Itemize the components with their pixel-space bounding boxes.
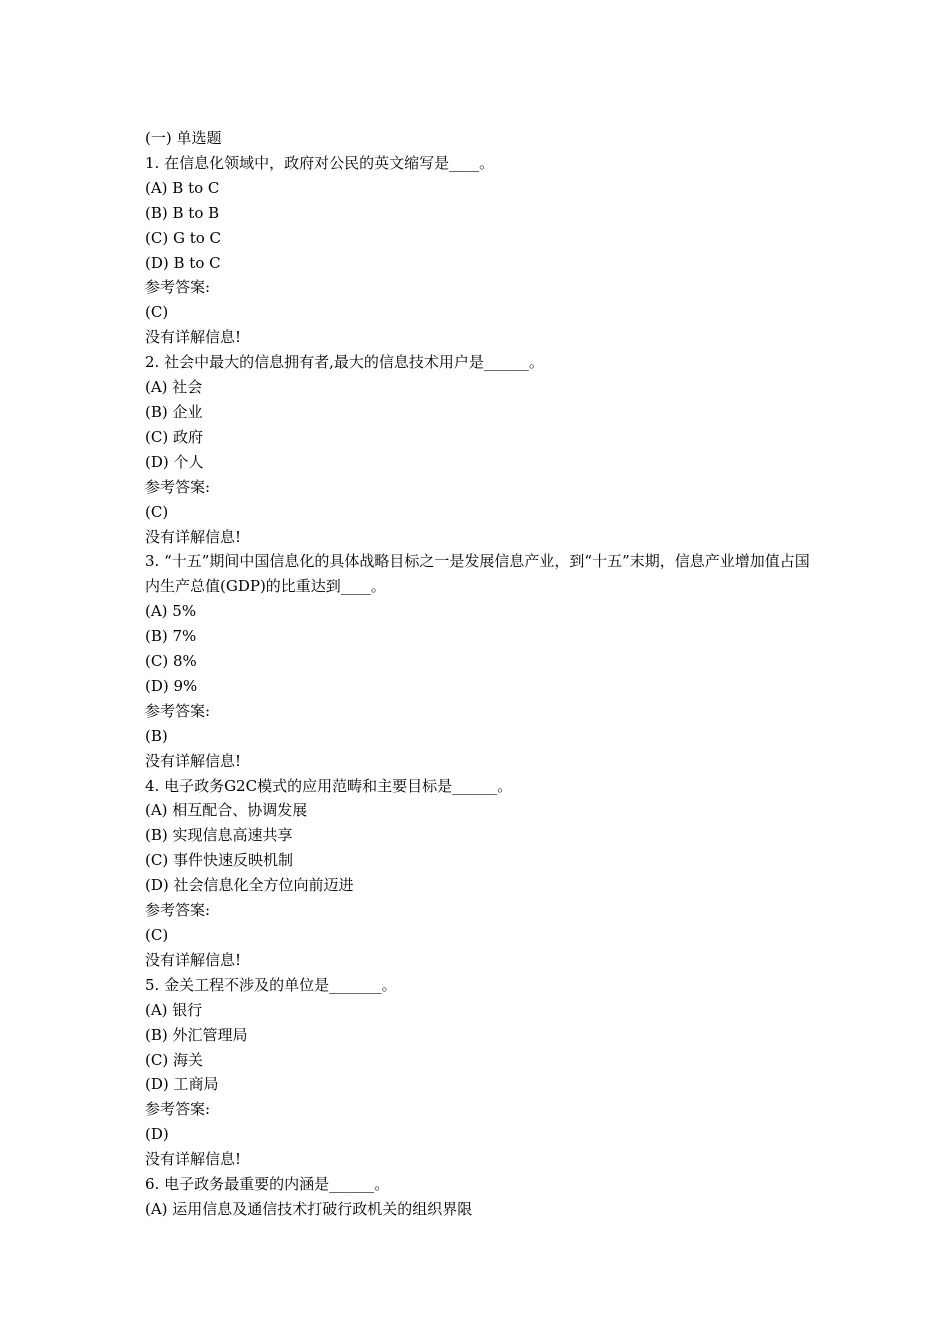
question-block — [145, 973, 810, 1172]
question-stem: 4. 电子政务G2C模式的应用范畴和主要目标是______。 — [145, 776, 513, 795]
question-stem: 5. 金关工程不涉及的单位是_______。 — [145, 975, 397, 994]
option-d: (D) 社会信息化全方位向前迈进 — [145, 876, 354, 895]
option-a: (A) 相互配合、协调发展 — [145, 801, 308, 820]
option-c: (C) 海关 — [145, 1050, 203, 1069]
no-explanation-note: 没有详解信息! — [145, 950, 242, 969]
option-b: (B) 7% — [145, 627, 197, 646]
question-block — [145, 151, 810, 350]
option-c: (C) G to C — [145, 228, 222, 247]
question-block — [145, 774, 810, 973]
question-stem: 6. 电子政务最重要的内涵是______。 — [145, 1175, 390, 1194]
option-a: (A) 5% — [145, 602, 197, 621]
answer-value: (D) — [145, 1125, 169, 1144]
no-explanation-note: 没有详解信息! — [145, 527, 242, 546]
question-stem: 2. 社会中最大的信息拥有者,最大的信息技术用户是______。 — [145, 353, 544, 372]
answer-value: (B) — [145, 726, 168, 745]
no-explanation-note: 没有详解信息! — [145, 328, 242, 347]
answer-value: (C) — [145, 303, 169, 322]
option-a: (A) 运用信息及通信技术打破行政机关的组织界限 — [145, 1199, 473, 1218]
option-c: (C) 8% — [145, 652, 197, 671]
option-a: (A) 银行 — [145, 1000, 203, 1019]
option-b: (B) 实现信息高速共享 — [145, 826, 293, 845]
answer-value: (C) — [145, 502, 169, 521]
option-a: (A) 社会 — [145, 378, 203, 397]
answer-label: 参考答案: — [145, 701, 211, 720]
no-explanation-note: 没有详解信息! — [145, 1150, 242, 1169]
option-c: (C) 政府 — [145, 427, 203, 446]
option-d: (D) 个人 — [145, 452, 204, 471]
answer-label: 参考答案: — [145, 477, 211, 496]
answer-label: 参考答案: — [145, 278, 211, 297]
option-b: (B) 企业 — [145, 402, 203, 421]
option-b: (B) 外汇管理局 — [145, 1025, 248, 1044]
option-c: (C) 事件快速反映机制 — [145, 851, 293, 870]
section-title: (一) 单选题 — [145, 129, 222, 147]
option-d: (D) B to C — [145, 253, 221, 272]
question-block — [145, 1172, 810, 1222]
option-a: (A) B to C — [145, 178, 220, 197]
no-explanation-note: 没有详解信息! — [145, 751, 242, 770]
answer-label: 参考答案: — [145, 1100, 211, 1119]
question-stem: 3. “十五”期间中国信息化的具体战略目标之一是发展信息产业，到“十五”末期，信息产业增加值占国内生产总值(GDP)的比重达到____。 — [145, 552, 810, 596]
answer-label: 参考答案: — [145, 901, 211, 920]
document-page — [145, 126, 810, 1222]
question-block — [145, 350, 810, 549]
option-d: (D) 9% — [145, 676, 198, 695]
question-block — [145, 549, 810, 773]
option-d: (D) 工商局 — [145, 1075, 219, 1094]
question-stem: 1. 在信息化领域中，政府对公民的英文缩写是____。 — [145, 153, 495, 172]
answer-value: (C) — [145, 926, 169, 944]
option-b: (B) B to B — [145, 203, 220, 222]
